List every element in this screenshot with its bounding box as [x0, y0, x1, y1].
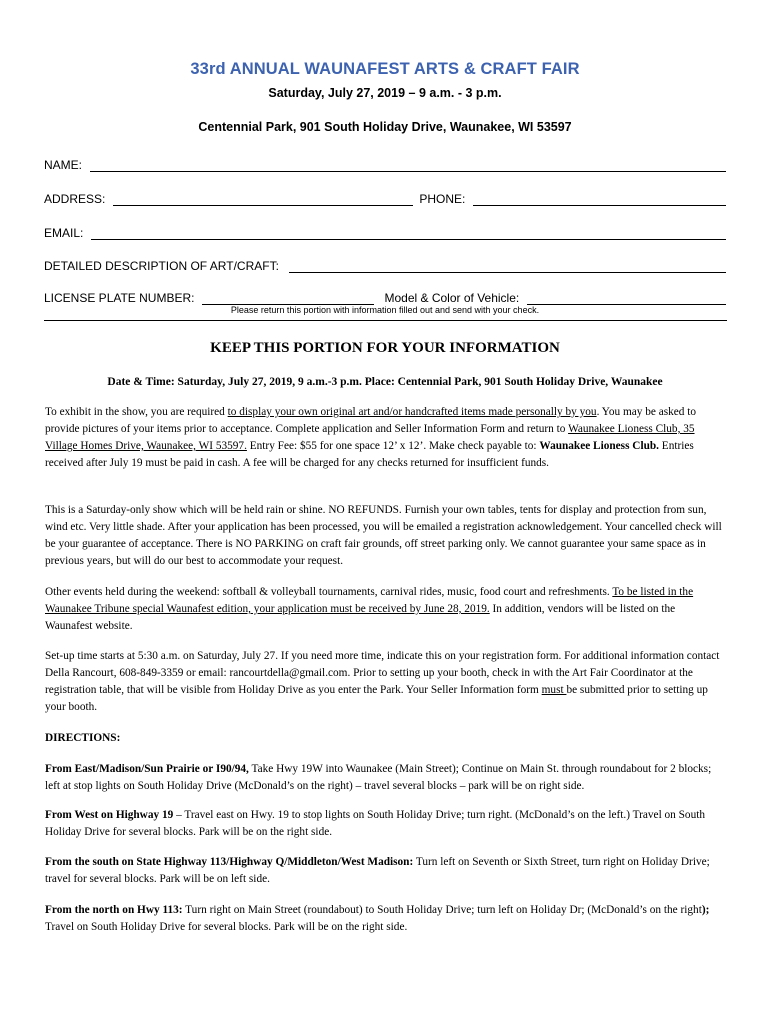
address-label: ADDRESS: [44, 192, 106, 206]
description-label: DETAILED DESCRIPTION OF ART/CRAFT: [44, 259, 279, 273]
name-row [44, 154, 726, 172]
d4-text-2: Travel on South Holiday Drive for several blocks. Park will be on the right side. [45, 921, 408, 933]
vehicle-label: Model & Color of Vehicle: [384, 291, 520, 305]
rules-paragraph: This is a Saturday-only show which will be held rain or shine. NO REFUNDS. Furnish your own tables, tents for display and protection from sun, wind etc. Very little shade. After your application has been processed, you will be emailed a registration acknowledgement. Your cancelled check will be your guarantee of acceptance. There is NO PARKING on craft fair grounds, off street parking only. We cannot guarantee your same space as in previous years, but will do our best to accommodate your request. [45, 504, 722, 567]
name-line[interactable] [90, 158, 726, 172]
email-row [44, 222, 726, 240]
setup-paragraph [45, 648, 725, 716]
p1-mail-address: Waunakee Lioness Club, 35 Village Homes Drive, Waunakee, WI 53597. [45, 423, 695, 452]
p1-text-7: Entries received after July 19 must be paid in cash. A fee will be charged for any checks returned for insufficient funds. [45, 440, 694, 469]
license-vehicle-row [44, 287, 726, 305]
d4-bold-mid: ); [701, 904, 710, 916]
directions-heading: DIRECTIONS: [45, 732, 121, 744]
fair-date: Saturday, July 27, 2019 – 9 a.m. - 3 p.m. [268, 86, 502, 100]
d3-lead: From the south on State Highway 113/Highway Q/Middleton/West Madison: [45, 856, 414, 868]
info-heading: KEEP THIS PORTION FOR YOUR INFORMATION [210, 340, 560, 356]
p4-text-1: Set-up time starts at 5:30 a.m. on Saturday, July 27. If you need more time, indicate this on your registration form. For additional information contact Della Rancourt, 608-849-3359 or email: rancourtdella@gmail.com. Prior to setting up your booth, check in with the Art Fair Coordinator at the registration table, that will be visible from Holiday Drive as you enter the Park. Your Seller Information form [45, 650, 720, 696]
d4-text-1: Turn right on Main Street (roundabout) to South Holiday Drive; turn left on Holiday Dr; (McDonald’s on the right [182, 904, 702, 916]
p3-deadline: To be listed in the Waunakee Tribune special Waunafest edition, your application must be received by June 28, 2019. [45, 586, 694, 615]
d2-lead: From West on Highway 19 [45, 809, 174, 821]
phone-label: PHONE: [419, 192, 466, 206]
directions-east [45, 761, 725, 795]
directions-west [45, 807, 725, 841]
address-phone-row [44, 188, 726, 206]
p4-text-3: be submitted prior to setting up your booth. [45, 684, 708, 713]
license-line[interactable] [202, 291, 374, 305]
directions-north [45, 902, 725, 936]
events-paragraph [45, 584, 725, 635]
p3-text-1: Other events held during the weekend: softball & volleyball tournaments, carnival rides, music, food court and refreshments. [45, 586, 613, 598]
email-label: EMAIL: [44, 226, 84, 240]
p1-requirement: to display your own original art and/or handcrafted items made personally by you [227, 406, 597, 418]
address-line[interactable] [113, 192, 413, 206]
description-line[interactable] [289, 259, 726, 273]
phone-line[interactable] [473, 192, 726, 206]
d2-text: – Travel east on Hwy. 19 to stop lights on South Holiday Drive; turn right. (McDonald’s on the left.) Travel on South Holiday Drive for several blocks. Park will be on the right side. [45, 809, 706, 838]
name-label: NAME: [44, 158, 83, 172]
fair-title: 33rd ANNUAL WAUNAFEST ARTS & CRAFT FAIR [190, 60, 580, 78]
d4-lead: From the north on Hwy 113: [45, 904, 183, 916]
return-note: Please return this portion with information filled out and send with your check. [230, 305, 540, 315]
d1-lead: From East/Madison/Sun Prairie or I90/94, [45, 763, 249, 775]
license-label: LICENSE PLATE NUMBER: [44, 291, 195, 305]
d1-text: Take Hwy 19W into Waunakee (Main Street); Continue on Main St. through roundabout for 2 blocks; left at stop lights on South Holiday Drive (McDonald’s on the right) – travel several blocks – park will be on right side. [45, 763, 712, 792]
directions-south [45, 854, 725, 888]
d3-text: Turn left on Seventh or Sixth Street, turn right on Holiday Drive; travel for several blocks. Park will be on left side. [45, 856, 710, 885]
p1-text-3: . You may be asked to provide pictures of your items prior to acceptance. Complete application and Seller Information Form and return to [45, 406, 697, 435]
p1-fee: Entry Fee: $55 for one space 12’ x 12’. Make check payable to: [246, 440, 540, 452]
p1-payee: Waunakee Lioness Club. [539, 440, 659, 452]
description-row [44, 255, 726, 273]
email-line[interactable] [91, 226, 726, 240]
fair-venue: Centennial Park, 901 South Holiday Drive, Waunakee, WI 53597 [198, 120, 572, 134]
p3-text-3: In addition, vendors will be listed on the Waunafest website. [45, 603, 676, 632]
p4-must: must [541, 684, 567, 696]
date-place-line: Date & Time: Saturday, July 27, 2019, 9 a.m.-3 p.m. Place: Centennial Park, 901 South Holiday Drive, Waunakee [107, 376, 663, 388]
vehicle-line[interactable] [527, 291, 726, 305]
section-divider [44, 320, 727, 321]
p1-text-1: To exhibit in the show, you are required [45, 406, 228, 418]
exhibit-paragraph [45, 404, 725, 472]
